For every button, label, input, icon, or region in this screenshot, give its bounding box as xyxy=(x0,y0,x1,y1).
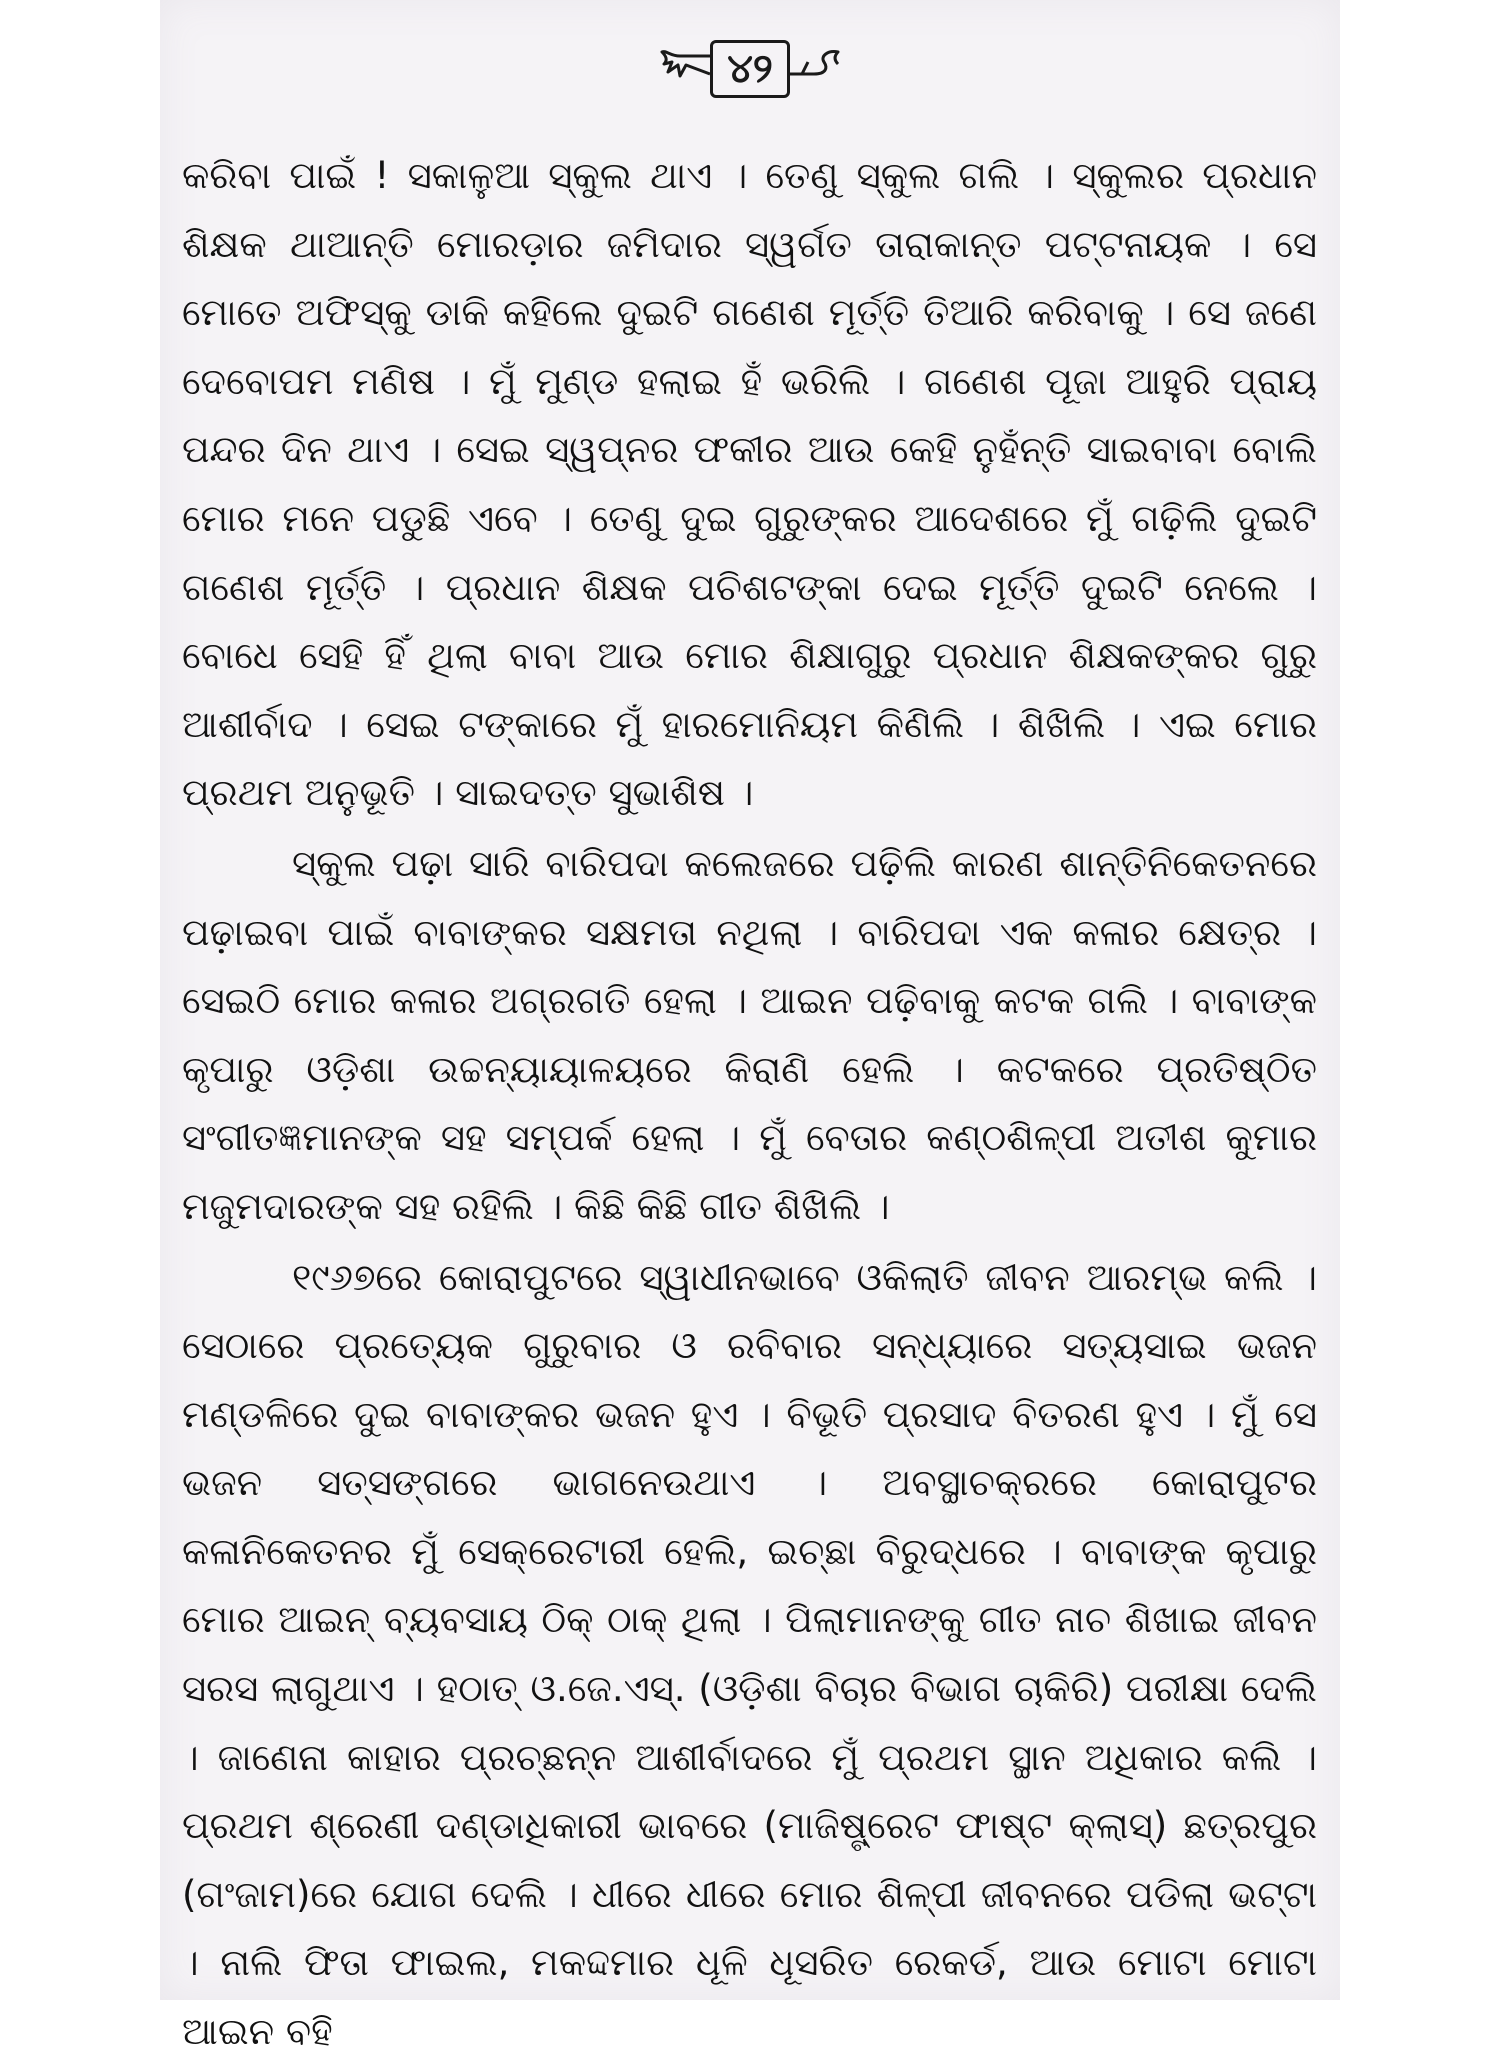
page-number-header xyxy=(160,38,1340,100)
book-page xyxy=(160,0,1340,2054)
scroll-flourish-right-icon xyxy=(788,48,842,82)
page-number: ୪୨ xyxy=(710,40,790,98)
paragraph-1: କରିବା ପାଇଁ ! ସକାଳୁଆ ସ୍କୁଲ ଥାଏ । ତେଣୁ ସ୍କୁଲ ଗଲି । ସ୍କୁଲର ପ୍ରଧାନ ଶିକ୍ଷକ ଥାଆନ୍ତି ମୋରଡ଼ାର ଜମିଦାର ସ୍ୱର୍ଗତ ତାରାକାନ୍ତ ପଟ୍ଟନାୟକ । ସେ ମୋତେ ଅଫିସ୍‌କୁ ଡାକି କହିଲେ ଦୁଇଟି ଗଣେଶ ମୂର୍ତ୍ତି ତିଆରି କରିବାକୁ । ସେ ଜଣେ ଦେବୋପମ ମଣିଷ । ମୁଁ ମୁଣ୍ଡ ହଲାଇ ହଁ ଭରିଲି । ଗଣେଶ ପୂଜା ଆହୁରି ପ୍ରାୟ ପନ୍ଦର ଦିନ ଥାଏ । ସେଇ ସ୍ୱପ୍ନର ଫକୀର ଆଉ କେହି ନୁହଁନ୍ତି ସାଇବାବା ବୋଲି ମୋର ମନେ ପଡୁଛି ଏବେ । ତେଣୁ ଦୁଇ ଗୁରୁଙ୍କର ଆଦେଶରେ ମୁଁ ଗଢ଼ିଲି ଦୁଇଟି ଗଣେଶ ମୂର୍ତ୍ତି । ପ୍ରଧାନ ଶିକ୍ଷକ ପଚିଶଟଙ୍କା ଦେଇ ମୂର୍ତ୍ତି ଦୁଇଟି ନେଲେ । ବୋଧେ ସେହି ହିଁ ଥିଲା ବାବା ଆଉ ମୋର ଶିକ୍ଷାଗୁରୁ ପ୍ରଧାନ ଶିକ୍ଷକଙ୍କର ଗୁରୁ ଆଶୀର୍ବାଦ । ସେଇ ଟଙ୍କାରେ ମୁଁ ହାରମୋନିୟମ କିଣିଲି । ଶିଖିଲି । ଏଇ ମୋର ପ୍ରଥମ ଅନୁଭୂତି । ସାଇଦତ୍ତ ସୁଭାଶିଷ । xyxy=(182,154,1317,815)
paragraph-2: ସ୍କୁଲ ପଢ଼ା ସାରି ବାରିପଦା କଲେଜରେ ପଢ଼ିଲି କାରଣ ଶାନ୍ତିନିକେତନରେ ପଢ଼ାଇବା ପାଇଁ ବାବାଙ୍କର ସକ୍ଷମତା ନଥିଲା । ବାରିପଦା ଏକ କଳାର କ୍ଷେତ୍ର । ସେଇଠି ମୋର କଳାର ଅଗ୍ରଗତି ହେଲା । ଆଇନ ପଢ଼ିବାକୁ କଟକ ଗଲି । ବାବାଙ୍କ କୃପାରୁ ଓଡ଼ିଶା ଉଚ୍ଚନ୍ୟାୟାଳୟରେ କିରାଣି ହେଲି । କଟକରେ ପ୍ରତିଷ୍ଠିତ ସଂଗୀତଜ୍ଞମାନଙ୍କ ସହ ସମ୍ପର୍କ ହେଲା । ମୁଁ ବେତାର କଣ୍ଠଶିଳ୍ପୀ ଅତୀଶ କୁମାର ମଜୁମଦାରଙ୍କ ସହ ରହିଲି । କିଛି କିଛି ଗୀତ ଶିଖିଲି । xyxy=(182,841,1317,1228)
scroll-flourish-left-icon xyxy=(658,48,712,82)
body-text xyxy=(182,142,1317,2067)
paragraph-3: ୧୯୬୭ରେ କୋରାପୁଟରେ ସ୍ୱାଧୀନଭାବେ ଓକିଲାତି ଜୀବନ ଆରମ୍ଭ କଲି । ସେଠାରେ ପ୍ରତ୍ୟେକ ଗୁରୁବାର ଓ ରବିବାର ସନ୍ଧ୍ୟାରେ ସତ୍ୟସାଇ ଭଜନ ମଣ୍ଡଳିରେ ଦୁଇ ବାବାଙ୍କର ଭଜନ ହୁଏ । ବିଭୂତି ପ୍ରସାଦ ବିତରଣ ହୁଏ । ମୁଁ ସେ ଭଜନ ସତ୍‌ସଙ୍ଗରେ ଭାଗନେଉଥାଏ । ଅବସ୍ଥାଚକ୍ରରେ କୋରାପୁଟର କଳାନିକେତନର ମୁଁ ସେକ୍ରେଟାରୀ ହେଲି, ଇଚ୍ଛା ବିରୁଦ୍ଧରେ । ବାବାଙ୍କ କୃପାରୁ ମୋର ଆଇନ୍ ବ୍ୟବସାୟ ଠିକ୍ ଠାକ୍ ଥିଲା । ପିଲାମାନଙ୍କୁ ଗୀତ ନାଚ ଶିଖାଇ ଜୀବନ ସରସ ଲାଗୁଥାଏ । ହଠାତ୍ ଓ.ଜେ.ଏସ୍. (ଓଡ଼ିଶା ବିଚାର ବିଭାଗ ଚାକିରି) ପରୀକ୍ଷା ଦେଲି । ଜାଣେନା କାହାର ପ୍ରଚ୍ଛନ୍ନ ଆଶୀର୍ବାଦରେ ମୁଁ ପ୍ରଥମ ସ୍ଥାନ ଅଧିକାର କଲି । ପ୍ରଥମ ଶ୍ରେଣୀ ଦଣ୍ଡାଧିକାରୀ ଭାବରେ (ମାଜିଷ୍ଟ୍ରେଟ ଫାଷ୍ଟ କ୍ଲାସ୍) ଛତ୍ରପୁର (ଗଂଜାମ)ରେ ଯୋଗ ଦେଲି । ଧୀରେ ଧୀରେ ମୋର ଶିଳ୍ପୀ ଜୀବନରେ ପଡିଲା ଭଟ୍ଟା । ନାଲି ଫିତା ଫାଇଲ, ମକଦ୍ଦମାର ଧୂଳି ଧୂସରିତ ରେକର୍ଡ, ଆଉ ମୋଟା ମୋଟା ଆଇନ ବହି xyxy=(182,1255,1317,2054)
page-number-ornament xyxy=(664,38,836,100)
